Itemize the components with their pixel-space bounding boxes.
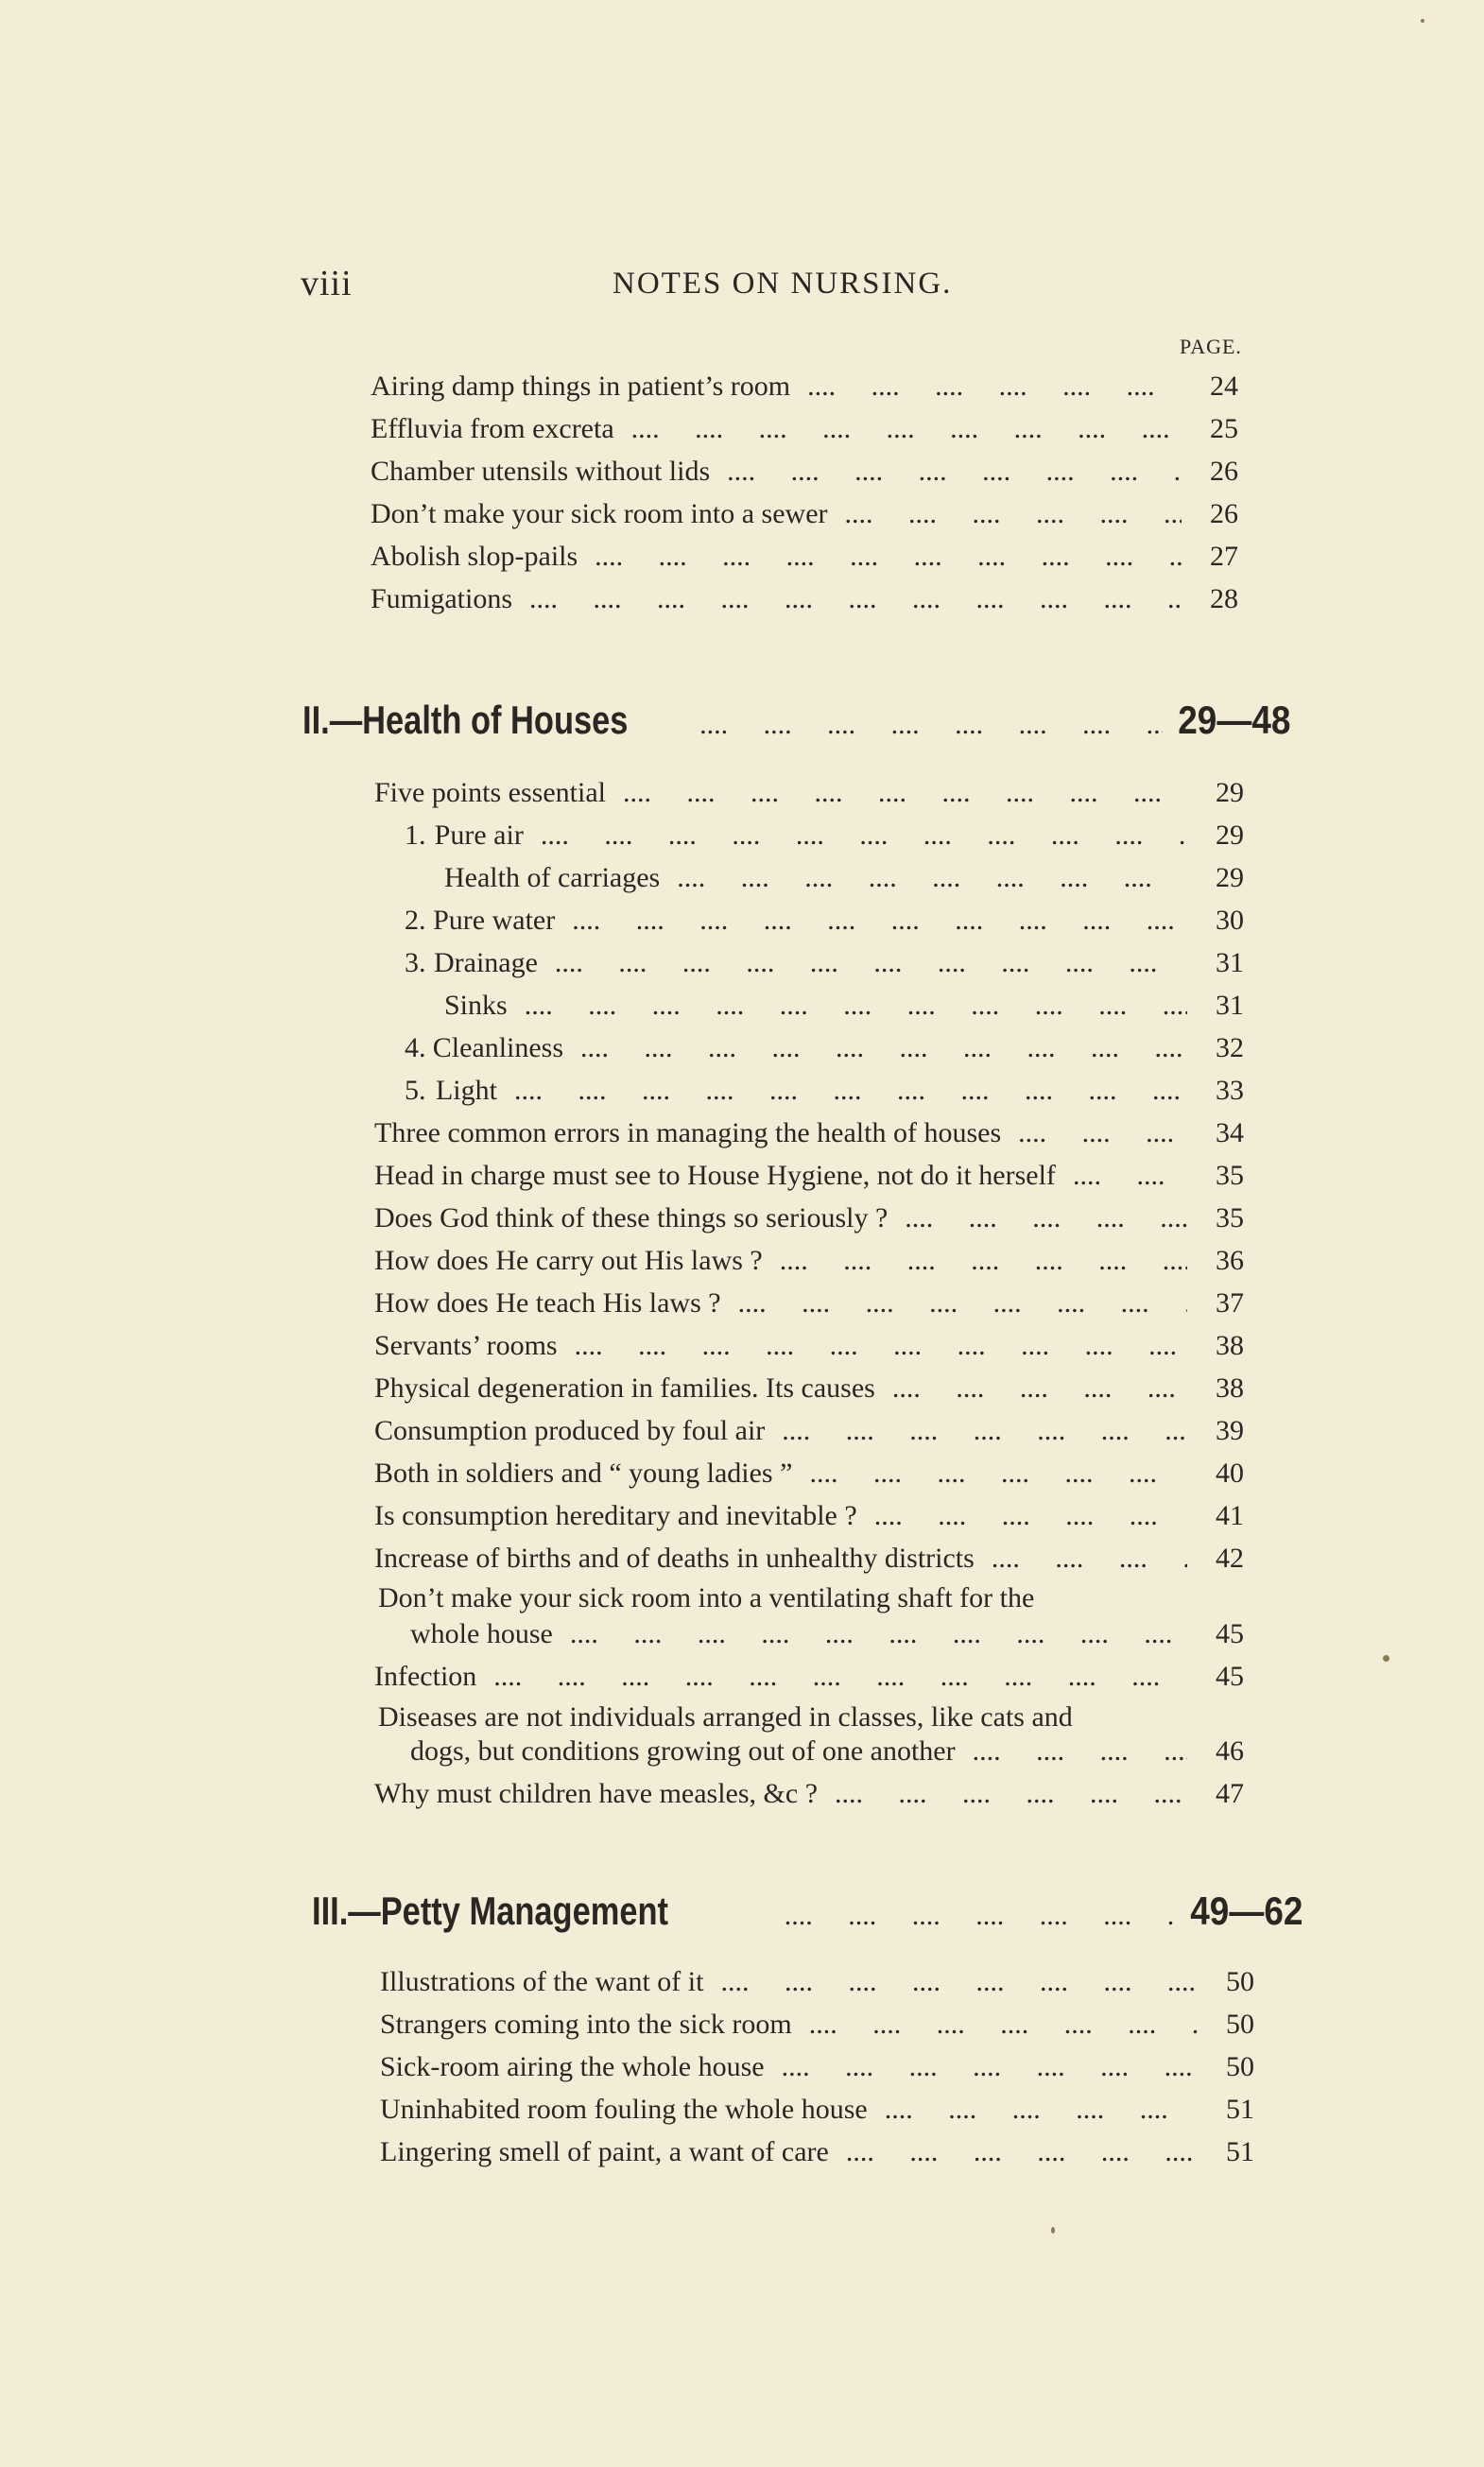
toc-entry — [380, 2009, 1254, 2046]
toc-entry-title: Servants’ rooms — [374, 1330, 558, 1361]
toc-entry-title: Fumigations — [371, 583, 513, 614]
toc-entry — [374, 1415, 1244, 1453]
toc-entry-page: 46 — [1216, 1735, 1244, 1767]
toc-entry-page: 26 — [1210, 456, 1238, 487]
toc-entry — [405, 905, 1244, 942]
leader-dots — [721, 1287, 1187, 1320]
section-title: III.—Petty Management — [312, 1889, 669, 1933]
toc-entry-title: Pure water — [433, 905, 556, 936]
toc-entry-title: Cleanliness — [432, 1032, 564, 1063]
leader-dots — [1056, 1160, 1187, 1192]
toc-entry-page: 40 — [1216, 1458, 1244, 1489]
toc-entry-number: 1. — [405, 819, 426, 851]
toc-entry — [374, 1543, 1244, 1580]
toc-entry-title: Infection — [374, 1661, 477, 1692]
toc-entry-page: 28 — [1210, 583, 1238, 614]
toc-entry — [374, 1661, 1244, 1699]
leader-dots — [828, 498, 1182, 530]
leader-dots — [888, 1202, 1187, 1234]
toc-entry-page: 33 — [1216, 1075, 1244, 1106]
toc-entry-page: 34 — [1216, 1117, 1244, 1148]
toc-entry-title: Head in charge must see to House Hygiene, not do it herself — [374, 1160, 1056, 1191]
leader-dots — [956, 1735, 1187, 1768]
toc-entry-page: 27 — [1210, 541, 1238, 572]
toc-entry-title: Does God think of these things so seriously ? — [374, 1202, 889, 1234]
leader-dots — [818, 1778, 1187, 1810]
toc-entry — [405, 947, 1244, 985]
leader-dots — [868, 2094, 1198, 2126]
leader-dots — [578, 541, 1182, 573]
toc-entry-page: 36 — [1216, 1245, 1244, 1276]
leader-dots — [614, 413, 1182, 445]
toc-entry — [374, 1160, 1244, 1198]
toc-entry — [410, 1618, 1244, 1656]
toc-entry — [371, 413, 1238, 451]
toc-entry — [374, 1500, 1244, 1538]
toc-entry-page: 45 — [1216, 1618, 1244, 1649]
toc-entry-title: Illustrations of the want of it — [380, 1966, 704, 1997]
toc-entry-page: 31 — [1216, 947, 1244, 978]
toc-entry — [380, 2094, 1254, 2131]
toc-entry-title: Is consumption hereditary and inevitable ? — [374, 1500, 857, 1531]
leader-dots — [763, 1245, 1187, 1277]
toc-entry — [405, 1075, 1244, 1113]
toc-entry — [374, 1117, 1244, 1155]
leader-dots — [538, 947, 1187, 979]
leader-dots — [765, 1415, 1187, 1447]
toc-entry-title-line2: whole house — [410, 1618, 553, 1649]
toc-entry — [374, 1458, 1244, 1495]
toc-entry-page: 50 — [1226, 2051, 1254, 2082]
toc-entry-title: Drainage — [433, 947, 538, 978]
toc-entry — [374, 777, 1244, 815]
leader-dots — [524, 819, 1187, 852]
leader-dots — [829, 2136, 1198, 2168]
toc-entry-page: 37 — [1216, 1287, 1244, 1319]
leader-dots — [703, 1966, 1198, 1998]
toc-entry — [374, 1330, 1244, 1368]
toc-entry-title: Uninhabited room fouling the whole house — [380, 2094, 868, 2125]
leader-dots — [975, 1543, 1187, 1575]
running-title: NOTES ON NURSING. — [613, 267, 953, 301]
leader-dots — [476, 1661, 1187, 1693]
toc-entry-title: Chamber utensils without lids — [371, 456, 711, 487]
toc-entry-title: Light — [435, 1075, 497, 1106]
toc-entry-number: 3. — [405, 947, 426, 978]
toc-entry-page: 24 — [1210, 371, 1238, 402]
toc-entry-title: Both in soldiers and “ young ladies ” — [374, 1458, 793, 1489]
toc-entry — [371, 541, 1238, 578]
toc-entry-page: 50 — [1226, 2009, 1254, 2040]
toc-entry-title: Pure air — [434, 819, 524, 851]
leader-dots — [497, 1075, 1187, 1107]
toc-entry-title: Effluvia from excreta — [371, 413, 614, 444]
toc-entry-title-line1: Diseases are not individuals arranged in classes, like cats and — [378, 1701, 1073, 1733]
leader-dots — [699, 709, 1163, 741]
toc-entry-title: Lingering smell of paint, a want of care — [380, 2136, 829, 2167]
toc-entry — [380, 2136, 1254, 2174]
toc-entry-number: 5. — [405, 1075, 426, 1106]
toc-entry-title: Three common errors in managing the health of houses — [374, 1117, 1002, 1148]
toc-entry-page: 30 — [1216, 905, 1244, 936]
toc-entry — [405, 819, 1244, 857]
section-page-range: 29—48 — [1177, 698, 1290, 742]
toc-entry-page: 26 — [1210, 498, 1238, 529]
leader-dots — [792, 2009, 1198, 2041]
section-title: II.—Health of Houses — [302, 698, 629, 742]
leader-dots — [558, 1330, 1187, 1362]
toc-entry-title: Abolish slop-pails — [371, 541, 578, 572]
toc-entry — [374, 1778, 1244, 1816]
toc-entry — [380, 2051, 1254, 2089]
toc-entry-page: 38 — [1216, 1372, 1244, 1404]
toc-entry-title: Consumption produced by foul air — [374, 1415, 766, 1446]
toc-entry-page: 31 — [1216, 990, 1244, 1021]
leader-dots — [790, 371, 1182, 403]
leader-dots — [710, 456, 1182, 488]
toc-entry-page: 51 — [1226, 2094, 1254, 2125]
leader-dots — [857, 1500, 1187, 1532]
toc-entry-page: 41 — [1216, 1500, 1244, 1531]
toc-entry-page: 29 — [1216, 777, 1244, 808]
toc-entry-title: Strangers coming into the sick room — [380, 2009, 792, 2040]
toc-entry-page: 47 — [1216, 1778, 1244, 1809]
toc-entry — [374, 1245, 1244, 1283]
leader-dots — [508, 990, 1187, 1022]
toc-entry-page: 45 — [1216, 1661, 1244, 1692]
toc-entry-page: 29 — [1216, 862, 1244, 893]
toc-entry-title: Five points essential — [374, 777, 606, 808]
toc-entry-page: 39 — [1216, 1415, 1244, 1446]
toc-entry — [410, 1735, 1244, 1773]
leader-dots — [563, 1032, 1187, 1064]
toc-entry-page: 51 — [1226, 2136, 1254, 2167]
section-heading-iii — [312, 1889, 1303, 1945]
toc-entry — [405, 1032, 1244, 1070]
toc-entry — [374, 1372, 1244, 1410]
leader-dots — [553, 1618, 1187, 1650]
toc-entry-page: 35 — [1216, 1202, 1244, 1234]
paper-speck — [1051, 2227, 1055, 2234]
toc-entry-title: Sick-room airing the whole house — [380, 2051, 765, 2082]
toc-entry-title-line2: dogs, but conditions growing out of one another — [410, 1735, 956, 1767]
toc-entry-page: 50 — [1226, 1966, 1254, 1997]
toc-entry-title: Airing damp things in patient’s room — [371, 371, 791, 402]
toc-entry-title: How does He teach His laws ? — [374, 1287, 721, 1319]
toc-entry — [371, 498, 1238, 536]
page-column-label: PAGE. — [1180, 335, 1242, 358]
toc-entry-title: Physical degeneration in families. Its causes — [374, 1372, 875, 1404]
leader-dots — [792, 1458, 1187, 1490]
leader-dots — [555, 905, 1187, 937]
toc-entry-title: Increase of births and of deaths in unhealthy districts — [374, 1543, 975, 1574]
toc-entry-page: 25 — [1210, 413, 1238, 444]
running-head — [301, 263, 1303, 310]
toc-entry-page: 35 — [1216, 1160, 1244, 1191]
toc-entry-number: 2. — [405, 905, 426, 936]
leader-dots — [765, 2051, 1198, 2083]
section-heading-ii — [302, 698, 1290, 754]
leader-dots — [512, 583, 1182, 615]
toc-entry-title: Why must children have measles, &c ? — [374, 1778, 819, 1809]
toc-entry-number: 4. — [405, 1032, 426, 1063]
page-folio: viii — [301, 264, 353, 303]
leader-dots — [606, 777, 1187, 809]
toc-entry-page: 38 — [1216, 1330, 1244, 1361]
toc-entry — [371, 583, 1238, 621]
leader-dots — [1001, 1117, 1187, 1149]
toc-entry — [405, 862, 1244, 900]
toc-entry-page: 29 — [1216, 819, 1244, 851]
toc-entry-page: 42 — [1216, 1543, 1244, 1574]
toc-entry-page: 32 — [1216, 1032, 1244, 1063]
toc-entry — [405, 990, 1244, 1027]
toc-entry — [380, 1966, 1254, 2004]
toc-entry — [374, 1287, 1244, 1325]
section-page-range: 49—62 — [1189, 1889, 1303, 1933]
leader-dots — [747, 1900, 1175, 1932]
toc-entry-title: How does He carry out His laws ? — [374, 1245, 763, 1276]
leader-dots — [875, 1372, 1187, 1405]
leader-dots — [660, 862, 1187, 894]
toc-entry-title: Don’t make your sick room into a sewer — [371, 498, 828, 529]
paper-speck — [1383, 1655, 1389, 1662]
toc-entry-title: Health of carriages — [444, 862, 661, 893]
toc-entry — [371, 371, 1238, 408]
toc-entry — [374, 1202, 1244, 1240]
paper-speck — [1421, 19, 1424, 23]
toc-entry-title-line1: Don’t make your sick room into a ventilating shaft for the — [378, 1582, 1035, 1613]
toc-entry — [371, 456, 1238, 493]
toc-entry-title: Sinks — [444, 990, 508, 1021]
